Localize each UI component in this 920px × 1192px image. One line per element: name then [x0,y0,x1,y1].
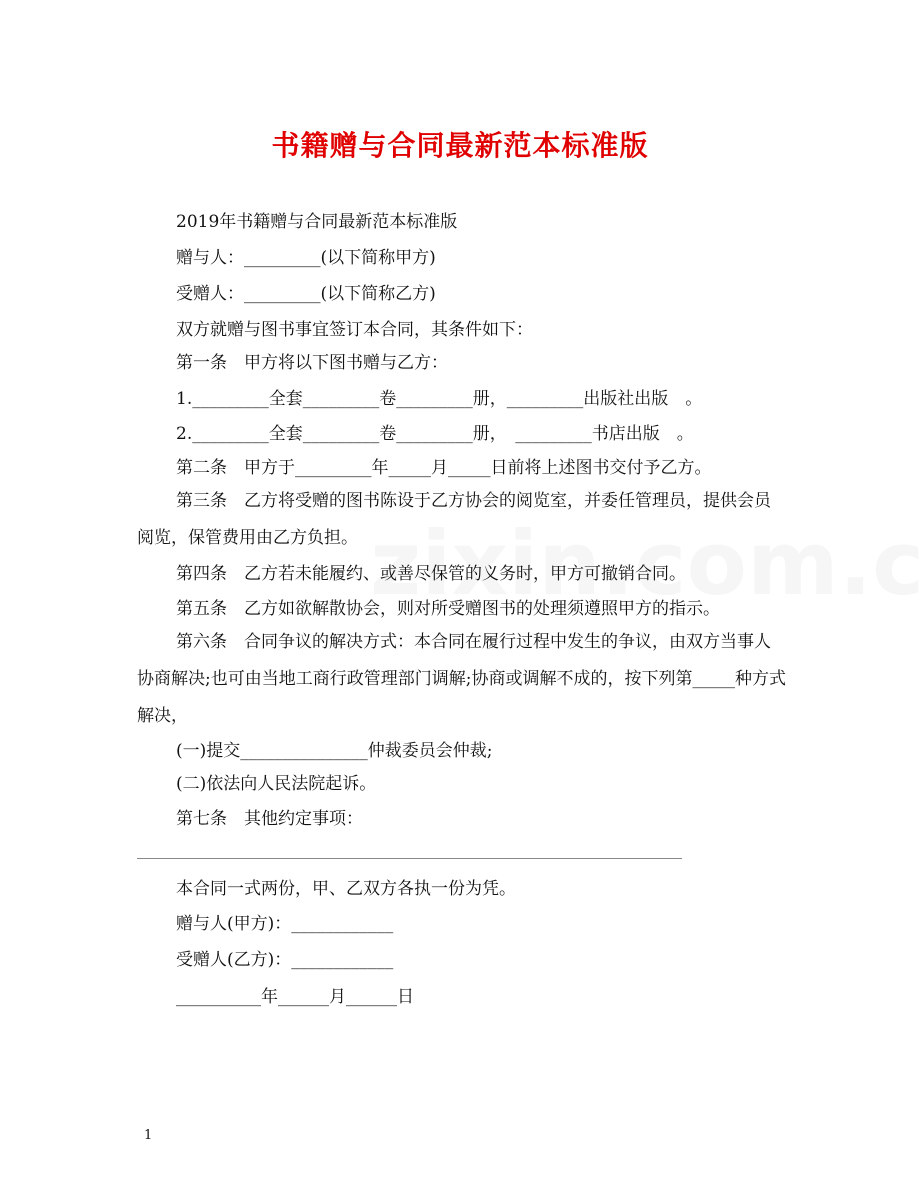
article-4: 第四条 乙方若未能履约、或善尽保管的义务时，甲方可撤销合同。 [176,564,686,584]
donor-signature: 赠与人(甲方)：____________ [176,914,394,934]
donee-line: 受赠人：_________(以下简称乙方) [176,284,436,304]
intro-paragraph: 双方就赠与图书事宜签订本合同，其条件如下： [176,320,533,340]
article-2: 第二条 甲方于_________年_____月_____日前将上述图书交付予乙方。 [176,458,712,478]
copies-paragraph: 本合同一式两份，甲、乙双方各执一份为凭。 [176,879,516,899]
item-1: 1._________全套_________卷_________册，_________出版社出版 。 [176,389,703,409]
item-2: 2._________全套_________卷_________册， _________书店出版 。 [176,424,694,444]
date-line: __________年______月______日 [176,987,414,1007]
other-terms-blank-line [137,858,682,859]
article-7: 第七条 其他约定事项： [176,809,363,829]
option-1: (一)提交_______________仲裁委员会仲裁; [176,741,493,761]
doc-subtitle: 2019年书籍赠与合同最新范本标准版 [176,212,458,232]
document-title: 书籍赠与合同最新范本标准版 [271,129,649,162]
option-2: (二)依法向人民法院起诉。 [176,774,377,794]
article-6: 第六条 合同争议的解决方式：本合同在履行过程中发生的争议，由双方当事人协商解决;也可由当地工商行政管理部门调解;协商或调解不成的，按下列第_____种方式解决， [137,632,786,726]
article-1: 第一条 甲方将以下图书赠与乙方： [176,353,448,373]
donor-line: 赠与人：_________(以下简称甲方) [176,248,436,268]
article-3: 第三条 乙方将受赠的图书陈设于乙方协会的阅览室，并委任管理员，提供会员阅览，保管费用由乙方负担。 [137,491,771,548]
page-number: 1 [144,1128,153,1143]
article-5: 第五条 乙方如欲解散协会，则对所受赠图书的处理须遵照甲方的指示。 [176,599,720,619]
donee-signature: 受赠人(乙方)：____________ [176,950,394,970]
